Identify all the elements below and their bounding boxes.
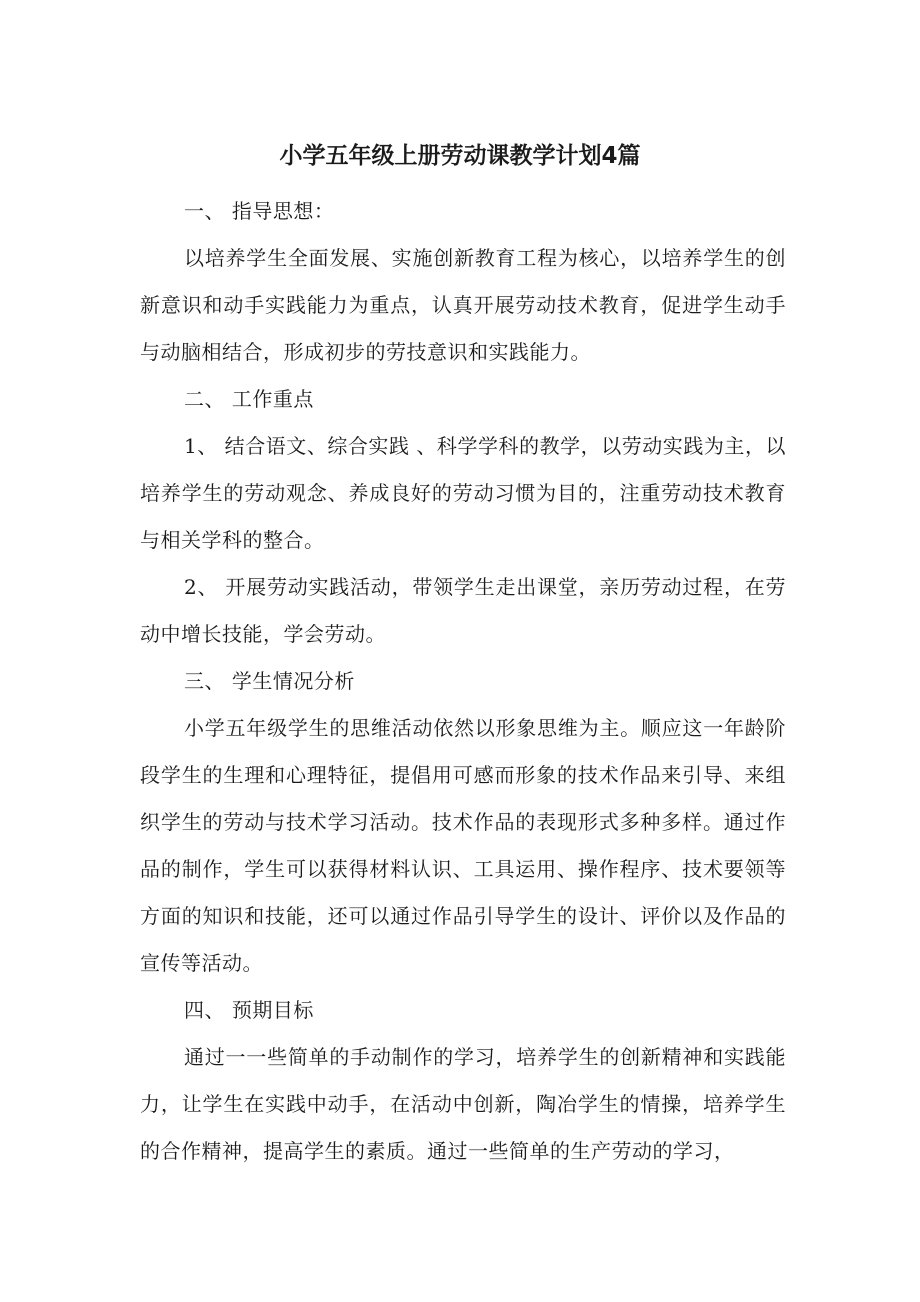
section-heading-guiding-ideology: 一、 指导思想： [184, 199, 335, 223]
document-body [140, 188, 786, 1175]
paragraph-student-analysis: 小学五年级学生的思维活动依然以形象思维为主。顺应这一年龄阶段学生的生理和心理特征，提倡用可感而形象的技术作品来引导、来组织学生的劳动与技术学习活动。技术作品的表现形式多种多样。通过作品的制作，学生可以获得材料认识、工具运用、操作程序、技术要领等方面的知识和技能，还可以通过作品引导学生的设计、评价以及作品的宣传等活动。 [140, 716, 786, 975]
paragraph-work-focus-item-1: 1、 结合语文、综合实践 、科学学科的教学，以劳动实践为主，以培养学生的劳动观念、养成良好的劳动习惯为目的，注重劳动技术教育与相关学科的整合。 [140, 434, 786, 552]
section-heading-work-focus: 二、 工作重点 [184, 387, 314, 411]
paragraph-expected-goals: 通过一一些简单的手动制作的学习，培养学生的创新精神和实践能力，让学生在实践中动手，在活动中创新，陶冶学生的情操，培养学生的合作精神，提高学生的素质。通过一些简单的生产劳动的学习， [140, 1045, 786, 1163]
paragraph-work-focus-item-2: 2、 开展劳动实践活动，带领学生走出课堂，亲历劳动过程，在劳动中增长技能，学会劳动。 [140, 575, 786, 646]
section-heading-student-analysis: 三、 学生情况分析 [184, 669, 355, 693]
section-heading-expected-goals: 四、 预期目标 [184, 998, 314, 1022]
paragraph-guiding-ideology: 以培养学生全面发展、实施创新教育工程为核心，以培养学生的创新意识和动手实践能力为重点，认真开展劳动技术教育，促进学生动手与动脑相结合，形成初步的劳技意识和实践能力。 [140, 246, 786, 364]
document-title: 小学五年级上册劳动课教学计划4篇 [279, 143, 641, 169]
